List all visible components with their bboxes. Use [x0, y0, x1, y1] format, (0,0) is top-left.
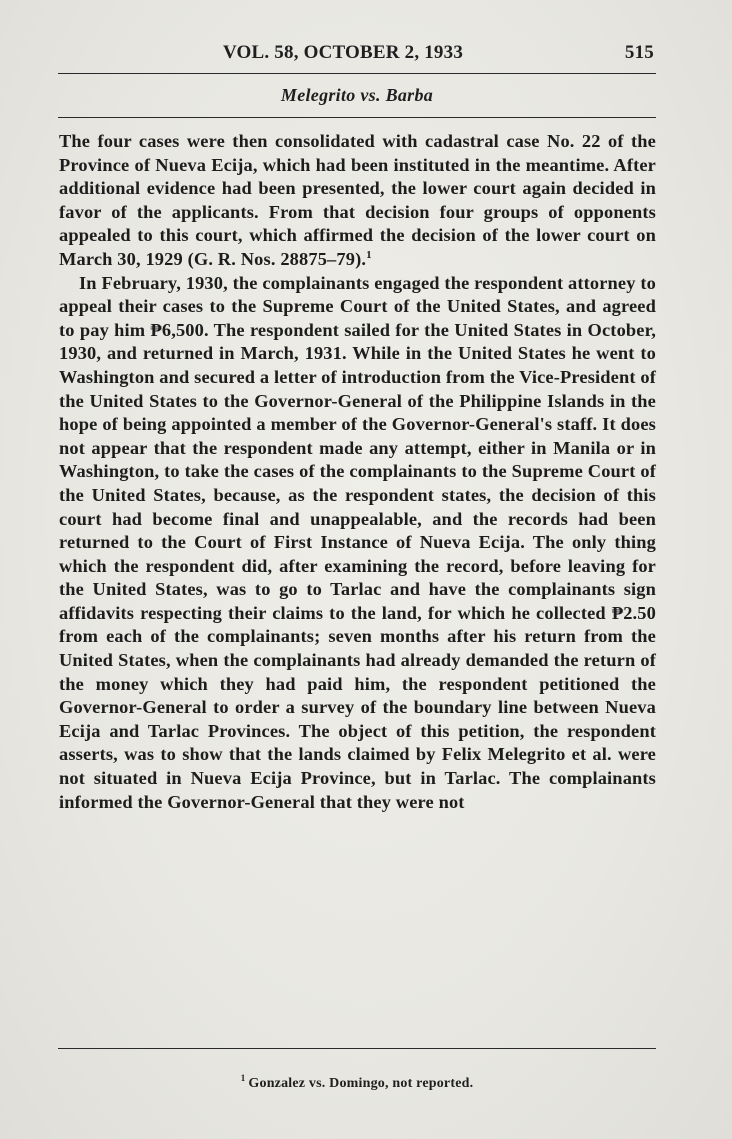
- paragraph-1: [59, 130, 656, 272]
- footnote: [58, 1073, 656, 1092]
- footnote-marker: 1: [240, 1073, 246, 1084]
- footnote-text: Gonzalez vs. Domingo, not reported.: [248, 1076, 474, 1091]
- case-title: Melegrito vs. Barba: [280, 85, 434, 105]
- paragraph-1-text: The four cases were then consolidated with cadastral case No. 22 of the Province of Nueva Ecija, which had been instituted in the meantime. After additional evidence had been presented, the lower court again decided in favor of the applicants. From that decision four groups of opponents appealed to this court, which affirmed the decision of the lower court on March 30, 1929 (G. R. Nos. 28875–79).: [59, 131, 656, 269]
- volume-date-heading: VOL. 58, OCTOBER 2, 1933: [223, 42, 464, 63]
- header-rule-bottom: [58, 117, 656, 118]
- header-rule-top: [58, 73, 656, 74]
- running-header: [60, 38, 654, 68]
- page-number: 515: [624, 42, 654, 63]
- paragraph-2: In February, 1930, the complainants engaged the respondent attorney to appeal their cases to the Supreme Court of the United States, and agreed to pay him ₱6,500. The respondent sailed for the United States in October, 1930, and returned in March, 1931. While in the United States he went to Washington and secured a letter of introduction from the Vice-President of the United States to the Governor-General of the Philippine Islands in the hope of being appointed a member of the Governor-General's staff. It does not appear that the respondent made any attempt, either in Manila or in Washington, to take the cases of the complainants to the Supreme Court of the United States, because, as the respondent states, the decision of this court had become final and unappealable, and the records had been returned to the Court of First Instance of Nueva Ecija. The only thing which the respondent did, after examining the record, before leaving for the United States, was to go to Tarlac and have the complainants sign affidavits respecting their claims to the land, for which he collected ₱2.50 from each of the complainants; seven months after his return from the United States, when the complainants had already demanded the return of the money which they had paid him, the respondent petitioned the Governor-General to order a survey of the boundary line between Nueva Ecija and Tarlac Provinces. The object of this petition, the respondent asserts, was to show that the lands claimed by Felix Melegrito et al. were not situated in Nueva Ecija Province, but in Tarlac. The complainants informed the Governor-General that they were not: [59, 272, 656, 812]
- body-text: [59, 130, 656, 814]
- footnote-rule: [58, 1048, 656, 1049]
- footnote-reference: 1: [366, 248, 372, 261]
